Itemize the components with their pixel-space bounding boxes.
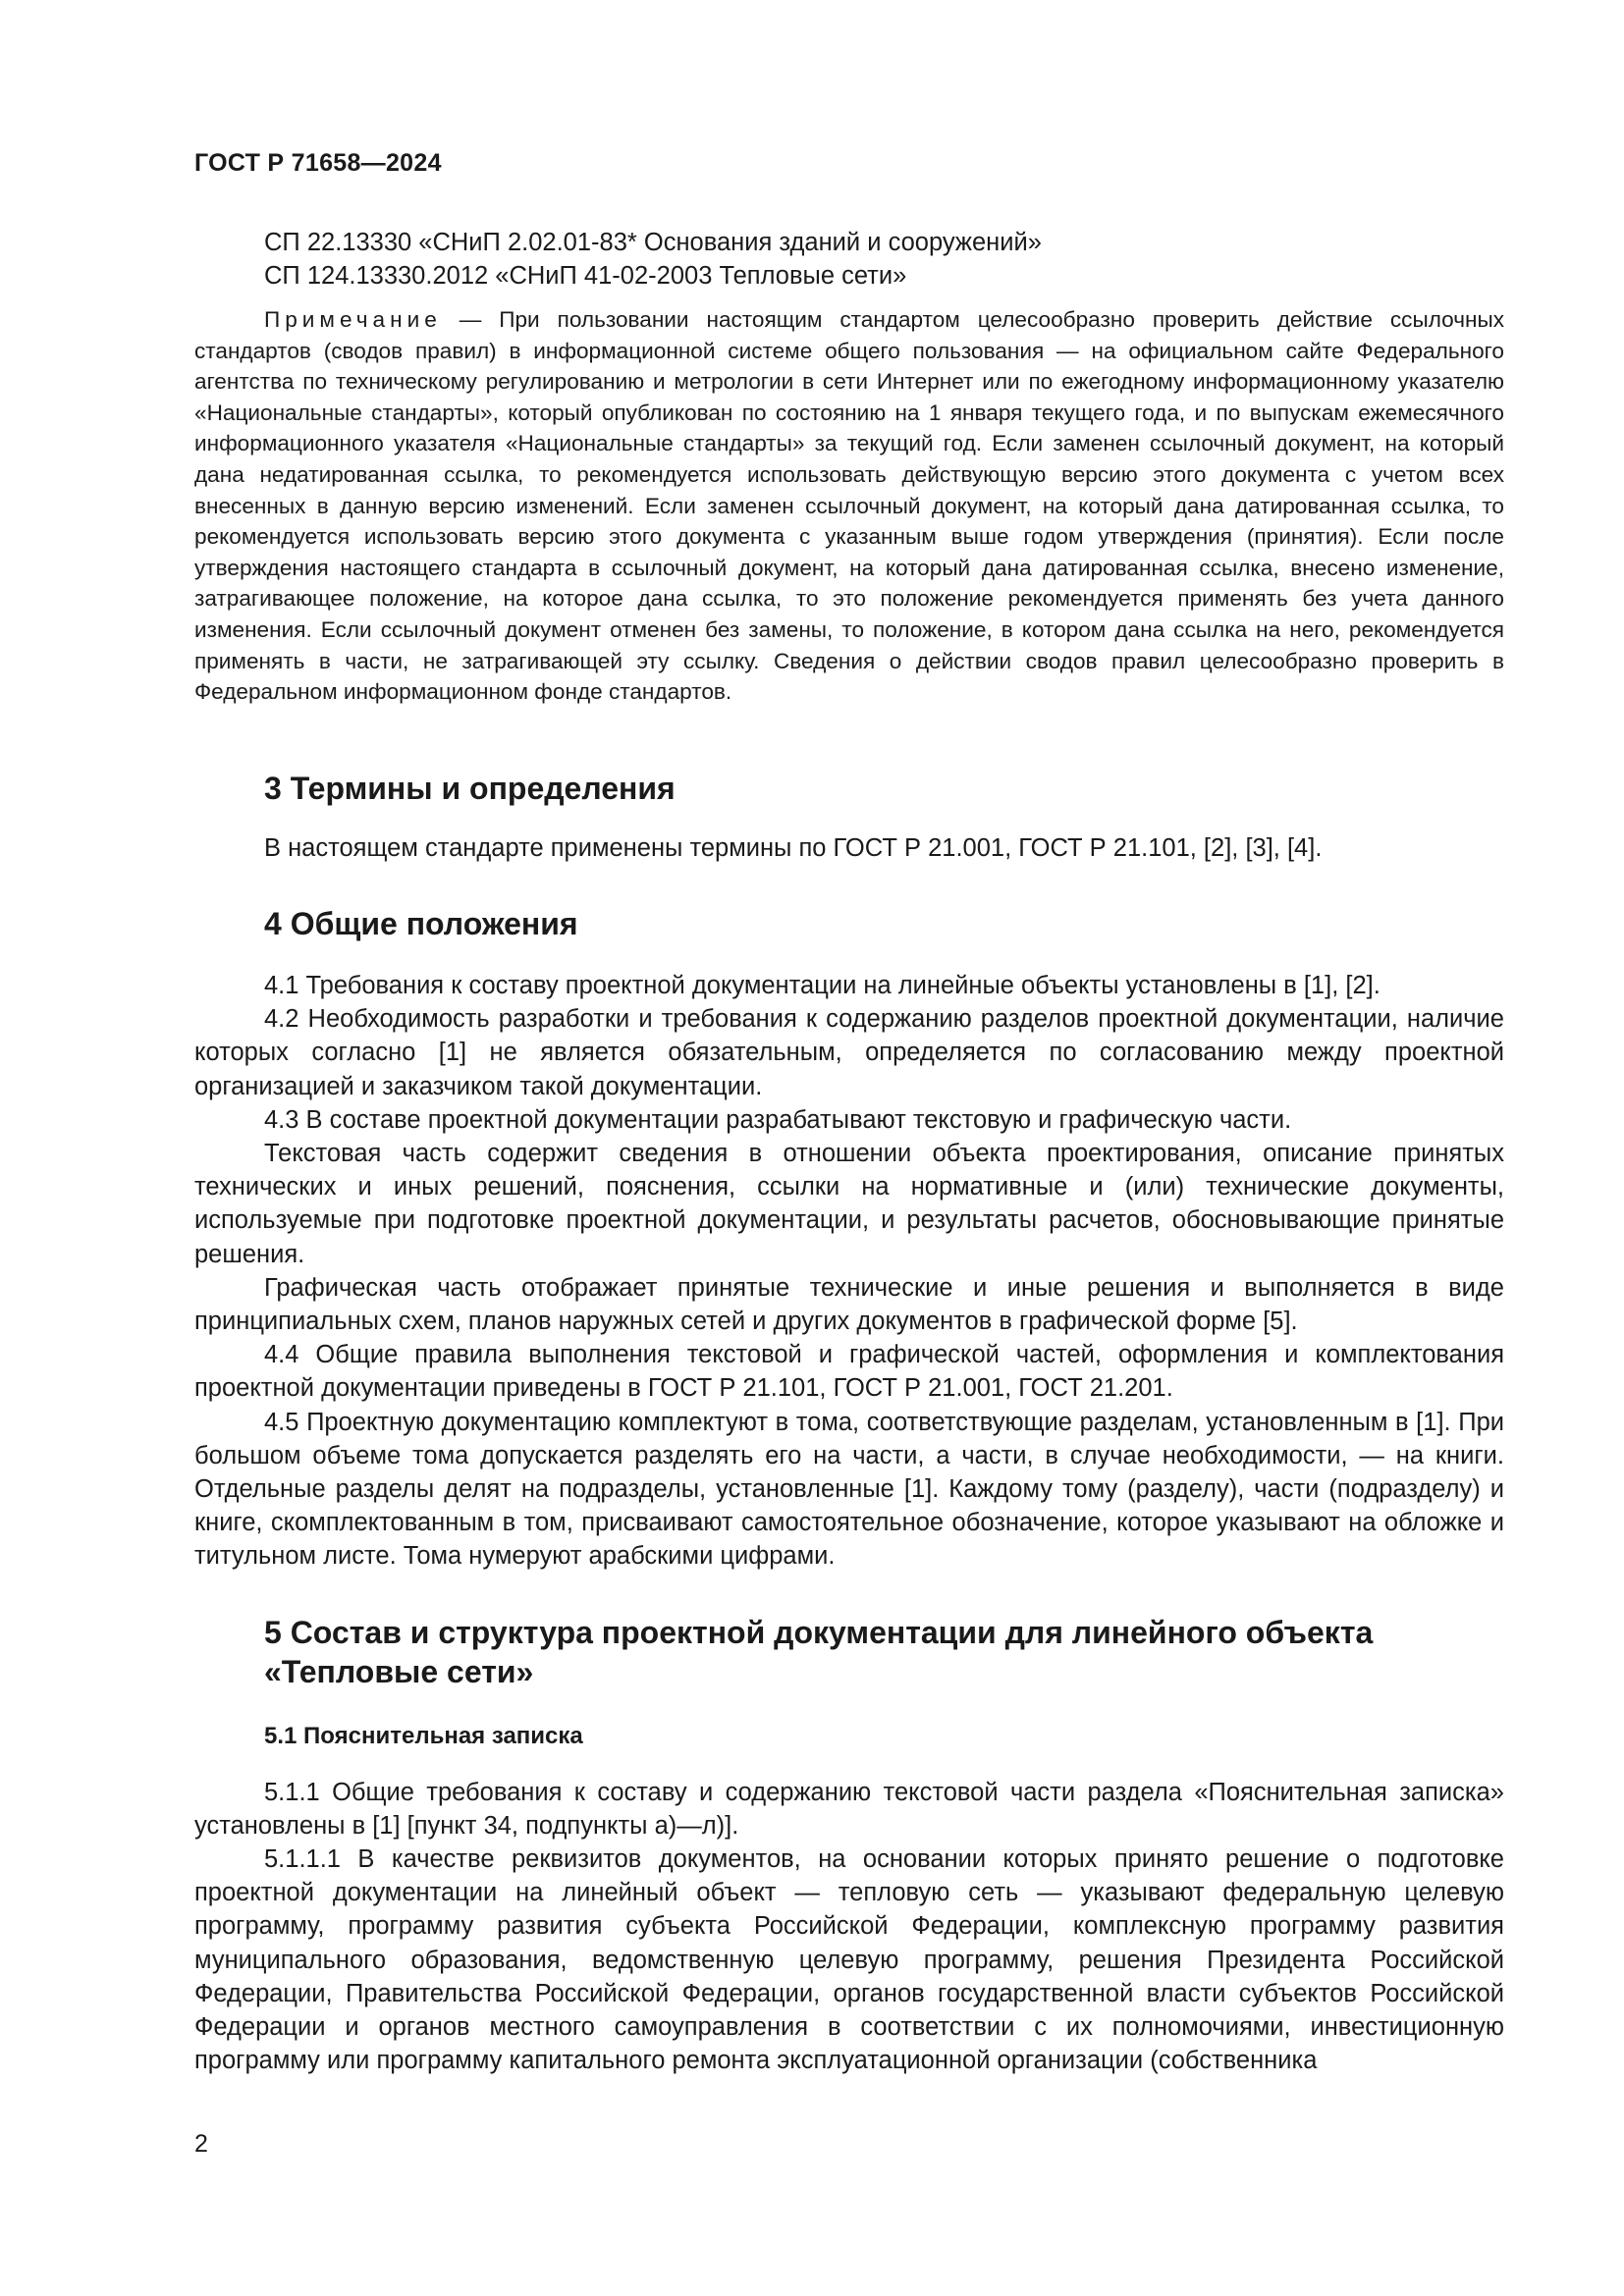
subsection-5-1-title: 5.1 Пояснительная записка: [264, 1722, 583, 1749]
section-5-title: 5 Состав и структура проектной документации для линейного объекта «Тепловые сети»: [264, 1614, 1374, 1689]
paragraph-5-1-1-1: 5.1.1.1 В качестве реквизитов документов, на основании которых принято решение о подготовке проектной документации на линейный объект — тепловую сеть — указывают федеральную целевую программу, программу развития субъекта Российской Федерации, комплексную программу развития муниципального образования, ведомственную целевую программу, решения Президента Российской Федерации, Правительства Российской Федерации, органов государственной власти субъектов Российской Федерации и органов местного самоуправления в соответствии с их полномочиями, инвестиционную программу или программу капитального ремонта эксплуатационной организации (собственника: [194, 1844, 1504, 2075]
note-text: — При пользовании настоящим стандартом целесообразно проверить действие ссылочных стандартов (сводов правил) в информационной системе общего пользования — на официальном сайте Федерального агентства по техническому регулированию и метрологии в сети Интернет или по ежегодному информационному указателю «Национальные стандарты», который опубликован по состоянию на 1 января текущего года, и по выпускам ежемесячного информационного указателя «Национальные стандарты» за текущий год. Если заменен ссылочный документ, на который дана недатированная ссылка, то рекомендуется использовать действующую версию этого документа с учетом всех внесенных в данную версию изменений. Если заменен ссылочный документ, на который дана датированная ссылка, то рекомендуется использовать версию этого документа с указанным выше годом утверждения (принятия). Если после утверждения настоящего стандарта в ссылочный документ, на который дана датированная ссылка, внесено изменение, затрагивающее положение, на которое дана ссылка, то это положение рекомендуется применять без учета данного изменения. Если ссылочный документ отменен без замены, то положение, в котором дана ссылка на него, рекомендуется применять в части, не затрагивающей эту ссылку. Сведения о действии сводов правил целесообразно проверить в Федеральном информационном фонде стандартов.: [194, 307, 1504, 705]
paragraph-text-part: Текстовая часть содержит сведения в отношении объекта проектирования, описание принятых технических и иных решений, пояснения, ссылки на нормативные и (или) технические документы, используемые при подготовке проектной документации, и результаты расчетов, обосновывающие принятые решения.: [194, 1139, 1504, 1268]
paragraph-4-4: 4.4 Общие правила выполнения текстовой и графической частей, оформления и комплектования проектной документации приведены в ГОСТ Р 21.101, ГОСТ Р 21.001, ГОСТ 21.201.: [194, 1341, 1504, 1403]
paragraph-4-5: 4.5 Проектную документацию комплектуют в тома, соответствующие разделам, установленным в [1]. При большом объеме тома допускается разделять его на части, а части, в случае необходимости, — на книги. Отдельные разделы делят на подразделы, установленные [1]. Каждому тому (разделу), части (подразделу) и книге, скомплектованным в том, присваивают самостоятельное обозначение, которое указывают на обложке и титульном листе. Тома нумеруют арабскими цифрами.: [194, 1408, 1504, 1571]
note-paragraph: [194, 304, 1504, 708]
reference-line: СП 124.13330.2012 «СНиП 41-02-2003 Тепловые сети»: [264, 262, 907, 290]
page-number: 2: [194, 2130, 208, 2158]
paragraph-4-1: 4.1 Требования к составу проектной документации на линейные объекты установлены в [1], [2].: [264, 971, 1380, 999]
paragraph-4-3: 4.3 В составе проектной документации разрабатывают текстовую и графическую части.: [264, 1105, 1292, 1134]
document-header: ГОСТ Р 71658—2024: [194, 149, 442, 177]
paragraph-4-2: 4.2 Необходимость разработки и требования к содержанию разделов проектной документации, наличие которых согласно [1] не является обязательным, определяется по согласованию между проектной организацией и заказчиком такой документации.: [194, 1005, 1504, 1100]
section-3-text: В настоящем стандарте применены термины по ГОСТ Р 21.001, ГОСТ Р 21.101, [2], [3], [4].: [264, 833, 1323, 862]
page-content: [194, 226, 1504, 2077]
paragraph-5-1-1: 5.1.1 Общие требования к составу и содержанию текстовой части раздела «Пояснительная записка» установлены в [1] [пункт 34, подпункты а)—л)].: [194, 1778, 1504, 1840]
reference-line: СП 22.13330 «СНиП 2.02.01-83* Основания зданий и сооружений»: [264, 229, 1042, 256]
section-4-title: 4 Общие положения: [264, 905, 578, 941]
section-3-title: 3 Термины и определения: [264, 770, 676, 806]
paragraph-graphic-part: Графическая часть отображает принятые технические и иные решения и выполняется в виде принципиальных схем, планов наружных сетей и других документов в графической форме [5].: [194, 1273, 1504, 1335]
note-label: Примечание: [264, 307, 442, 332]
